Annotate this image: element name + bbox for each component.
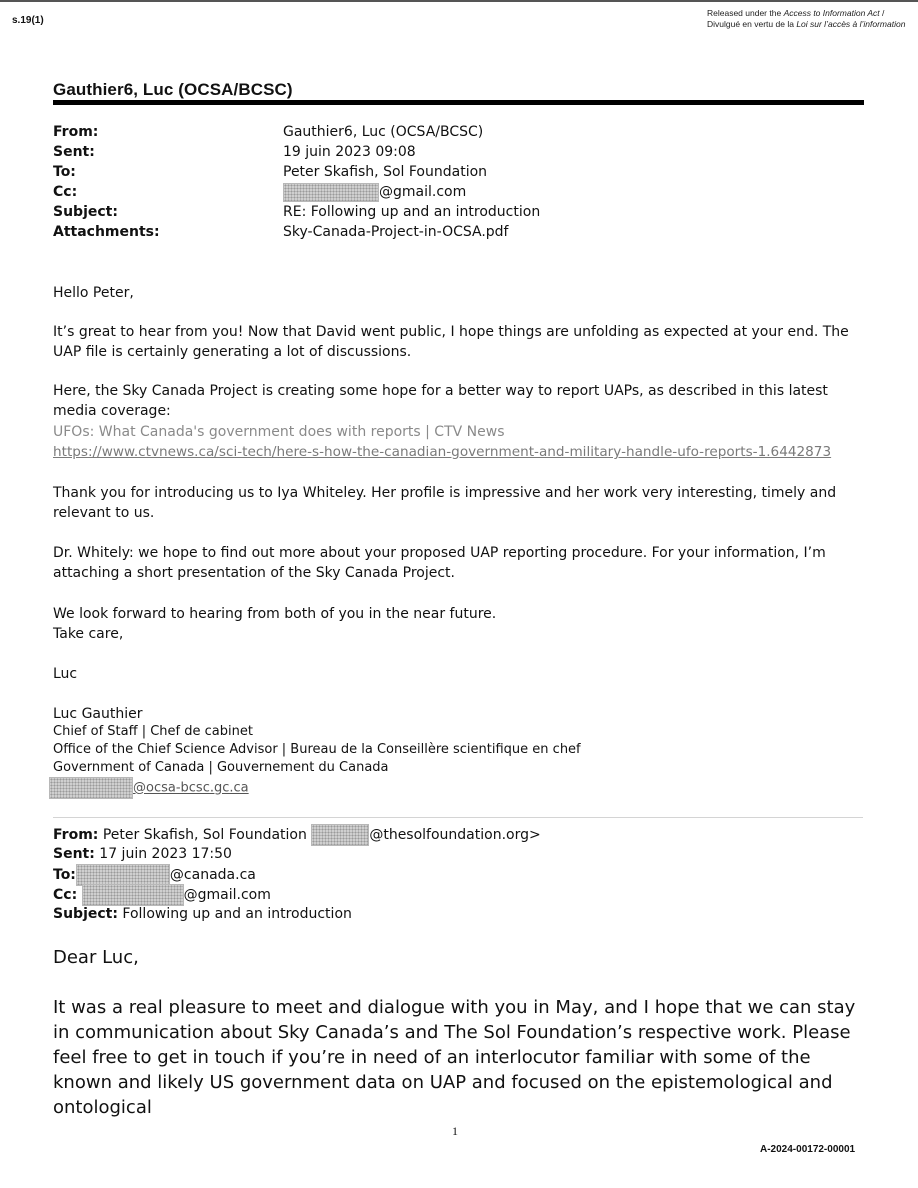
- link-title[interactable]: UFOs: What Canada's government does with reports | CTV News: [53, 424, 505, 440]
- document-id: A-2024-00172-00001: [760, 1144, 856, 1155]
- fwd-sent-value: 17 juin 2023 17:50: [99, 846, 232, 862]
- fwd-to: [53, 864, 256, 886]
- header-to-label: To:: [53, 164, 76, 180]
- email-title: Gauthier6, Luc (OCSA/BCSC): [53, 80, 293, 99]
- header-from-value: Gauthier6, Luc (OCSA/BCSC): [283, 124, 484, 140]
- header-subject-label: Subject:: [53, 204, 118, 220]
- header-to-value: Peter Skafish, Sol Foundation: [283, 164, 488, 180]
- fwd-greeting: Dear Luc,: [53, 947, 139, 968]
- redaction-block: [82, 884, 184, 906]
- header-sent: [53, 142, 873, 162]
- fwd-body: It was a real pleasure to meet and dialogue with you in May, and I hope that we can stay in communication about Sky Canada’s and The Sol Foundation’s respective work. Please feel free to get in touch if you’re in need of an interlocutor familiar with some of the known and likely US government data on UAP and focused on the epistemological and ontological: [53, 997, 856, 1118]
- signature-title: Chief of Staff | Chef de cabinet: [53, 724, 253, 739]
- top-border: [0, 0, 918, 2]
- header-cc-value: @gmail.com: [379, 184, 467, 200]
- signature-government: Government of Canada | Gouvernement du Canada: [53, 760, 389, 775]
- header-sent-value: 19 juin 2023 09:08: [283, 144, 416, 160]
- header-from: [53, 122, 873, 142]
- header-from-label: From:: [53, 124, 99, 140]
- header-attachments-label: Attachments:: [53, 224, 160, 240]
- redaction-block: [49, 777, 133, 799]
- fwd-cc-label: Cc:: [53, 887, 78, 903]
- fwd-from-value: Peter Skafish, Sol Foundation: [102, 827, 307, 843]
- fwd-subject: [53, 904, 352, 924]
- closing-line: We look forward to hearing from both of you in the near future.: [53, 606, 497, 622]
- redaction-block: [283, 183, 379, 202]
- release-notice: [707, 8, 905, 30]
- header-subject: [53, 202, 873, 222]
- fwd-sent-label: Sent:: [53, 846, 95, 862]
- release-line-1: Released under the Access to Information Act /: [707, 8, 885, 18]
- signature-email-domain[interactable]: @ocsa-bcsc.gc.ca: [133, 780, 249, 796]
- paragraph-4: Dr. Whitely: we hope to find out more about your proposed UAP reporting procedure. For your information, I’m attaching a short presentation of the Sky Canada Project.: [53, 545, 826, 581]
- header-subject-value: RE: Following up and an introduction: [283, 204, 541, 220]
- redaction-block: [311, 824, 369, 846]
- header-attachments: [53, 222, 873, 242]
- page-number: 1: [452, 1124, 458, 1138]
- redaction-block: [76, 864, 170, 886]
- separator-rule: [53, 817, 863, 818]
- fwd-subject-value: Following up and an introduction: [122, 906, 352, 922]
- release-line-2: Divulgué en vertu de la Loi sur l’accès à l’information: [707, 19, 906, 29]
- title-rule: [53, 100, 864, 105]
- signature-name: Luc Gauthier: [53, 706, 143, 722]
- greeting: Hello Peter,: [53, 285, 134, 301]
- fwd-cc-value: @gmail.com: [183, 887, 271, 903]
- paragraph-2: Here, the Sky Canada Project is creating some hope for a better way to report UAPs, as described in this latest media coverage:: [53, 383, 828, 419]
- header-sent-label: Sent:: [53, 144, 95, 160]
- header-cc-value-wrap: [283, 182, 466, 202]
- paragraph-3: Thank you for introducing us to Iya Whiteley. Her profile is impressive and her work very interesting, timely and relevant to us.: [53, 485, 837, 521]
- link-url[interactable]: https://www.ctvnews.ca/sci-tech/here-s-how-the-canadian-government-and-military-handle-ufo-reports-1.6442873: [53, 444, 832, 460]
- fwd-to-value: @canada.ca: [169, 867, 256, 883]
- fwd-subject-label: Subject:: [53, 906, 118, 922]
- paragraph-1: It’s great to hear from you! Now that David went public, I hope things are unfolding as expected at your end. The UAP file is certainly generating a lot of discussions.: [53, 324, 849, 360]
- fwd-sent: [53, 844, 232, 864]
- fwd-from-label: From:: [53, 827, 99, 843]
- section-code: s.19(1): [12, 15, 44, 26]
- header-to: [53, 162, 873, 182]
- signature-office: Office of the Chief Science Advisor | Bureau de la Conseillère scientifique en chef: [53, 742, 581, 757]
- fwd-from-domain: @thesolfoundation.org>: [369, 827, 541, 843]
- take-care: Take care,: [53, 626, 124, 642]
- signature-email[interactable]: [53, 777, 581, 799]
- fwd-to-label: To:: [53, 867, 76, 883]
- signature-block: [53, 705, 581, 799]
- header-cc-label: Cc:: [53, 184, 78, 200]
- attachment-link[interactable]: Sky-Canada-Project-in-OCSA.pdf: [283, 224, 509, 240]
- fwd-from: [53, 824, 541, 846]
- fwd-cc: [53, 884, 271, 906]
- header-cc: [53, 182, 873, 202]
- signoff: Luc: [53, 666, 78, 682]
